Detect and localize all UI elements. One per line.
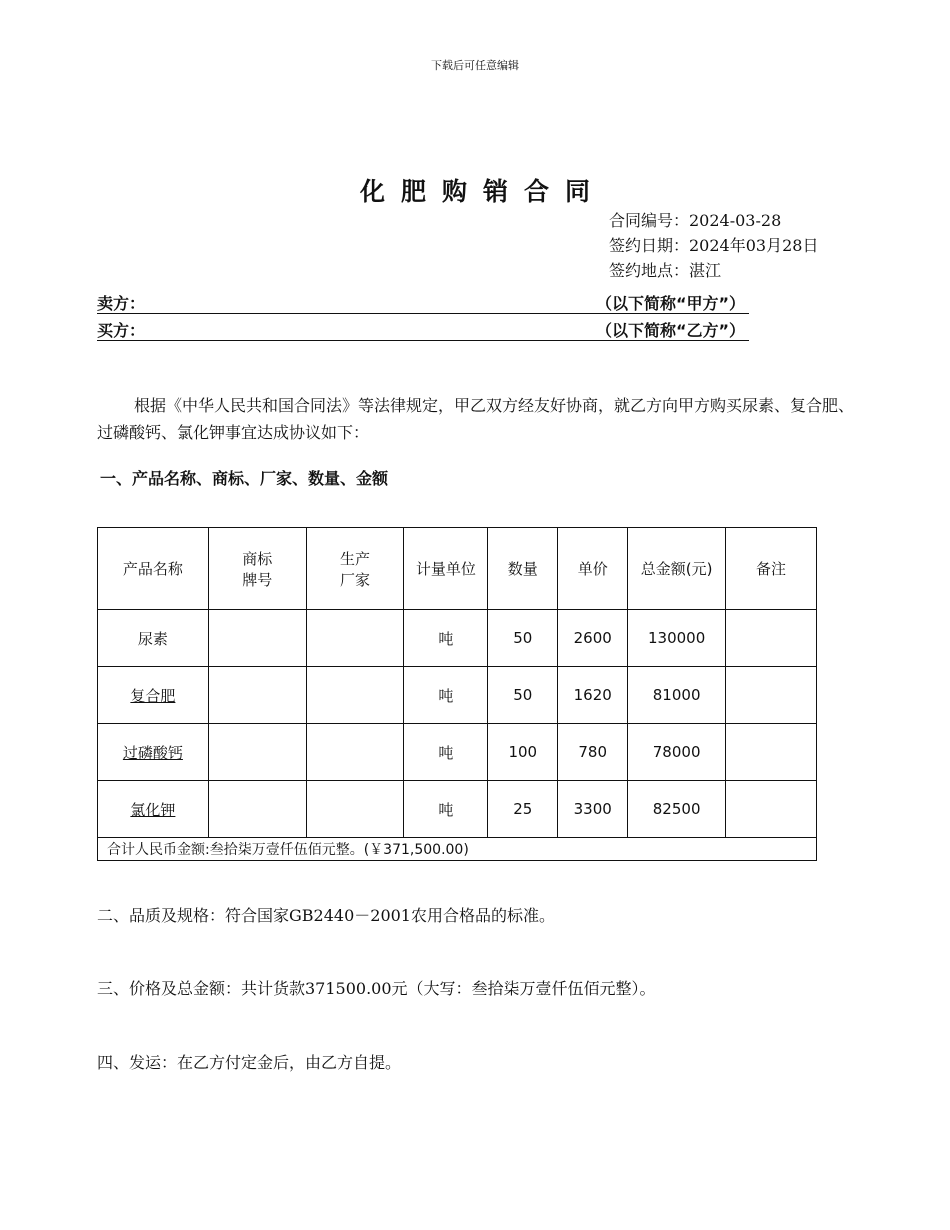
header-amount: 总金额(元) bbox=[628, 528, 726, 610]
cell-brand bbox=[208, 724, 306, 781]
cell-note bbox=[726, 667, 817, 724]
cell-quantity: 100 bbox=[488, 724, 558, 781]
cell-maker bbox=[306, 610, 404, 667]
clause-shipping: 四、发运：在乙方付定金后，由乙方自提。 bbox=[97, 1053, 402, 1072]
header-maker bbox=[306, 528, 404, 610]
table-total-row bbox=[98, 838, 817, 861]
header-product-name: 产品名称 bbox=[98, 528, 209, 610]
cell-quantity: 50 bbox=[488, 667, 558, 724]
cell-unit: 吨 bbox=[404, 781, 488, 838]
cell-note bbox=[726, 724, 817, 781]
cell-brand bbox=[208, 667, 306, 724]
cell-amount: 82500 bbox=[628, 781, 726, 838]
seller-line bbox=[97, 291, 749, 314]
table-row bbox=[98, 781, 817, 838]
cell-amount: 81000 bbox=[628, 667, 726, 724]
cell-amount: 130000 bbox=[628, 610, 726, 667]
table-header-row bbox=[98, 528, 817, 610]
cell-quantity: 25 bbox=[488, 781, 558, 838]
header-brand bbox=[208, 528, 306, 610]
header-note: 备注 bbox=[726, 528, 817, 610]
header-quantity: 数量 bbox=[488, 528, 558, 610]
buyer-line bbox=[97, 318, 749, 341]
seller-short-name: （以下简称“甲方”） bbox=[595, 294, 745, 313]
cell-product-name: 氯化钾 bbox=[98, 781, 209, 838]
cell-brand bbox=[208, 610, 306, 667]
cell-quantity: 50 bbox=[488, 610, 558, 667]
table-row bbox=[98, 610, 817, 667]
header-brand-line1: 商标 bbox=[242, 549, 273, 568]
sign-place: 签约地点：湛江 bbox=[609, 261, 722, 280]
contract-number: 合同编号：2024-03-28 bbox=[609, 211, 782, 230]
intro-paragraph: 根据《中华人民共和国合同法》等法律规定，甲乙双方经友好协商，就乙方向甲方购买尿素、复合肥、过磷酸钙、氯化钾事宜达成协议如下： bbox=[97, 396, 855, 442]
table-row bbox=[98, 724, 817, 781]
cell-unit: 吨 bbox=[404, 667, 488, 724]
cell-product-name: 复合肥 bbox=[98, 667, 209, 724]
section-1-title: 一、产品名称、商标、厂家、数量、金额 bbox=[100, 469, 389, 488]
page-title: 化肥购销合同 bbox=[359, 177, 606, 206]
header-note: 下载后可任意编辑 bbox=[431, 59, 519, 72]
cell-brand bbox=[208, 781, 306, 838]
cell-product-name: 尿素 bbox=[98, 610, 209, 667]
cell-unit-price: 780 bbox=[558, 724, 628, 781]
cell-product-name: 过磷酸钙 bbox=[98, 724, 209, 781]
cell-unit-price: 3300 bbox=[558, 781, 628, 838]
total-amount-text: 合计人民币金额:叁拾柒万壹仟伍佰元整。(￥371,500.00) bbox=[98, 838, 817, 861]
buyer-short-name: （以下简称“乙方”） bbox=[595, 321, 745, 340]
table-row bbox=[98, 667, 817, 724]
cell-maker bbox=[306, 781, 404, 838]
cell-unit: 吨 bbox=[404, 610, 488, 667]
cell-maker bbox=[306, 667, 404, 724]
sign-date: 签约日期：2024年03月28日 bbox=[609, 236, 819, 255]
cell-unit-price: 1620 bbox=[558, 667, 628, 724]
cell-maker bbox=[306, 724, 404, 781]
clause-price: 三、价格及总金额：共计货款371500.00元（大写：叁拾柒万壹仟伍佰元整）。 bbox=[97, 979, 656, 998]
header-unit: 计量单位 bbox=[404, 528, 488, 610]
cell-amount: 78000 bbox=[628, 724, 726, 781]
header-brand-line2: 牌号 bbox=[242, 570, 273, 589]
buyer-label: 买方： bbox=[97, 321, 146, 340]
clause-quality: 二、品质及规格：符合国家GB2440－2001农用合格品的标准。 bbox=[97, 906, 555, 925]
header-unit-price: 单价 bbox=[558, 528, 628, 610]
seller-label: 卖方： bbox=[97, 294, 146, 313]
products-table bbox=[97, 527, 817, 861]
cell-note bbox=[726, 781, 817, 838]
cell-note bbox=[726, 610, 817, 667]
header-maker-line1: 生产 bbox=[340, 549, 371, 568]
cell-unit: 吨 bbox=[404, 724, 488, 781]
cell-unit-price: 2600 bbox=[558, 610, 628, 667]
header-maker-line2: 厂家 bbox=[340, 570, 371, 589]
